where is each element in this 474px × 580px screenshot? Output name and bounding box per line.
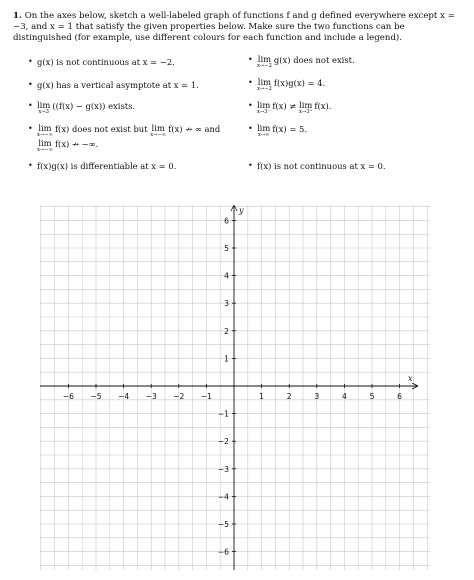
x-tick-label: −3 xyxy=(145,392,157,401)
property-limit-fg: • lim x→−2 f(x)g(x) = 4. xyxy=(248,77,326,92)
property-limit-g-dne: • lim x→−2 g(x) does not exist. xyxy=(248,54,355,69)
y-tick-label: 4 xyxy=(224,271,229,281)
y-tick-label: 5 xyxy=(224,244,229,253)
x-tick-label: 1 xyxy=(259,392,265,401)
y-tick-label: 3 xyxy=(224,299,229,309)
y-tick-label: −5 xyxy=(217,520,229,529)
y-tick-label: −6 xyxy=(217,547,229,557)
x-tick-label: −4 xyxy=(117,392,130,401)
x-tick-label: −6 xyxy=(62,392,75,401)
property-limit-neg-infinity-cont: lim x→−∞ f(x) ↛ −∞. xyxy=(37,138,99,153)
property-fg-differentiable: • f(x)g(x) is differentiable at x = 0. xyxy=(28,161,177,171)
bullet-icon: • xyxy=(28,161,33,170)
property-limit-infinity: • lim x→∞ f(x) = 5. xyxy=(248,123,308,138)
y-tick-label: −4 xyxy=(217,492,229,502)
x-tick-label: −1 xyxy=(200,392,213,401)
bullet-icon: • xyxy=(248,124,253,133)
x-tick-label: 5 xyxy=(369,392,375,401)
x-tick-label: −5 xyxy=(90,392,102,401)
y-axis-label: y xyxy=(239,206,244,215)
property-limit-neg-infinity: • lim x→−∞ f(x) does not exist but lim x→−∞ f(x) ↛ ∞ and xyxy=(28,123,221,138)
property-f-not-continuous: • f(x) is not continuous at x = 0. xyxy=(248,161,386,171)
bullet-icon: • xyxy=(28,80,33,89)
x-tick-label: 4 xyxy=(341,392,347,401)
bullet-icon: • xyxy=(28,101,33,110)
x-tick-label: −2 xyxy=(173,392,185,401)
tick-labels xyxy=(63,216,402,556)
property-g-not-continuous: • g(x) is not continuous at x = −2. xyxy=(28,57,175,67)
bullet-icon: • xyxy=(248,161,253,170)
x-tick-label: 3 xyxy=(314,392,320,401)
y-tick-label: 1 xyxy=(224,354,229,364)
bullet-icon: • xyxy=(248,55,253,64)
axes xyxy=(40,205,418,570)
y-tick-label: −2 xyxy=(217,437,229,447)
y-tick-label: 2 xyxy=(224,326,229,336)
property-g-vertical-asymptote: • g(x) has a vertical asymptote at x = 1. xyxy=(28,80,199,90)
x-tick-label: 2 xyxy=(286,392,292,401)
grid-lines xyxy=(40,205,430,570)
property-one-sided-limits: • lim x→3⁻ f(x) ≠ lim x→3⁺ f(x). xyxy=(248,100,332,115)
bullet-icon: • xyxy=(248,78,253,87)
question-number: 1. xyxy=(13,11,22,21)
x-axis-label: x xyxy=(408,374,413,383)
question-body: On the axes below, sketch a well-labeled graph of functions f and g defined everywhere except x = −3, and x = 1 that satisfy the given properties below. Make sure the two functions can be distinguished (for example, use different colours for each function and include a legend). xyxy=(13,11,455,43)
bullet-icon: • xyxy=(28,57,33,66)
x-tick-label: 6 xyxy=(397,392,403,401)
y-tick-label: 6 xyxy=(224,216,229,226)
property-limit-difference-exists: • lim x→3 ((f(x) − g(x)) exists. xyxy=(28,100,136,115)
y-tick-label: −1 xyxy=(217,409,229,419)
bullet-icon: • xyxy=(28,124,33,133)
y-tick-label: −3 xyxy=(217,464,229,474)
bullet-icon: • xyxy=(248,101,253,110)
